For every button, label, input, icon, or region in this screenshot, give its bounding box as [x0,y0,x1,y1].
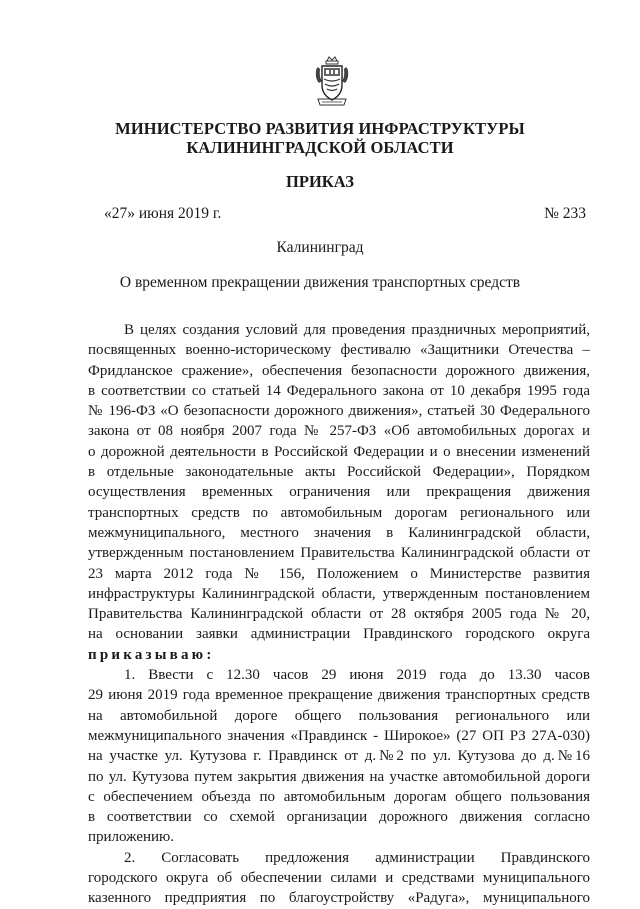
text-line: транспортных средств по автомобильным дорогам регионального или [88,504,590,521]
text-line: осуществления временных ограничения или прекращения движения [88,484,590,501]
text-line: на основании заявки администрации Правдинского городского округа [88,626,590,643]
text-line: о дорожной деятельности в Российской Федерации и о внесении изменений [88,443,590,460]
ministry-name-line-1: МИНИСТЕРСТВО РАЗВИТИЯ ИНФРАСТРУКТУРЫ [115,119,525,138]
order-subject: О временном прекращении движения транспортных средств [119,274,521,291]
text-line: закона от 08 ноября 2007 года № 257-ФЗ «Об автомобильных дорогах и [88,423,590,440]
prikazyvayu-label: приказываю: [88,646,215,663]
text-line: 29 июня 2019 года временное прекращение движения транспортных средств [88,687,590,704]
order-body [88,320,590,909]
text-line: на автомобильной дороге общего пользования регионального или [88,707,590,724]
text-line: в соответствии со схемой организации дорожного движения согласно [88,809,590,826]
text-line: в отдельные законодательные акты Российской Федерации», Порядком [88,464,590,481]
text-line: Правительства Калининградской области от 28 октября 2005 года № 20, [88,606,590,623]
coat-of-arms-icon [314,55,350,107]
text-line: 1. Ввести с 12.30 часов 29 июня 2019 года до 13.30 часов [124,667,590,684]
text-line: Фридланское сражение», обеспечения безопасности дорожного движения, [88,362,590,379]
ministry-name-line-2: КАЛИНИНГРАДСКОЙ ОБЛАСТИ [186,138,454,157]
preamble [88,320,590,665]
text-line: межмуниципального, местного значения в Калининградской области, [88,524,590,541]
item-2 [88,848,590,909]
text-line: в соответствии со статьей 14 Федерального закона от 10 декабря 1995 года [88,382,590,399]
order-date: «27» июня 2019 г. [104,205,222,222]
city-name: Калининград [276,239,364,256]
text-line: казенного предприятия по благоустройству «Радуга», муниципального [88,890,590,907]
text-line: с обеспечением объезда по автомобильным дорогам общего пользования [88,788,590,805]
text-line: по ул. Кутузова путем закрытия движения на участке автомобильной дороги [88,768,590,785]
text-line: приложению. [88,829,175,846]
text-line: посвященных военно-историческому фестивалю «Защитники Отечества – [88,342,590,359]
text-line: инфраструктуры Калининградской области, утвержденным постановлением [88,585,590,602]
ministry-name [0,119,640,157]
text-line: № 196-ФЗ «О безопасности дорожного движения», статьей 30 Федерального [88,403,590,420]
text-line: городского округа об обеспечении силами и средствами муниципального [88,870,590,887]
text-line: межмуниципального значения «Правдинск - Широкое» (27 ОП РЗ 27А-030) [88,727,590,744]
text-line: утвержденным постановлением Правительства Калининградской области от [88,545,590,562]
text-line: 2. Согласовать предложения администрации Правдинского [124,849,590,866]
text-line: В целях создания условий для проведения праздничных мероприятий, [124,322,590,338]
text-line: на участке ул. Кутузова г. Правдинск от д.№2 по ул. Кутузова до д.№16 [88,748,590,765]
item-1 [88,665,590,848]
text-line: 23 марта 2012 года № 156, Положением о Министерстве развития [88,565,590,582]
order-title: ПРИКАЗ [286,172,354,191]
order-number: № 233 [544,205,586,222]
